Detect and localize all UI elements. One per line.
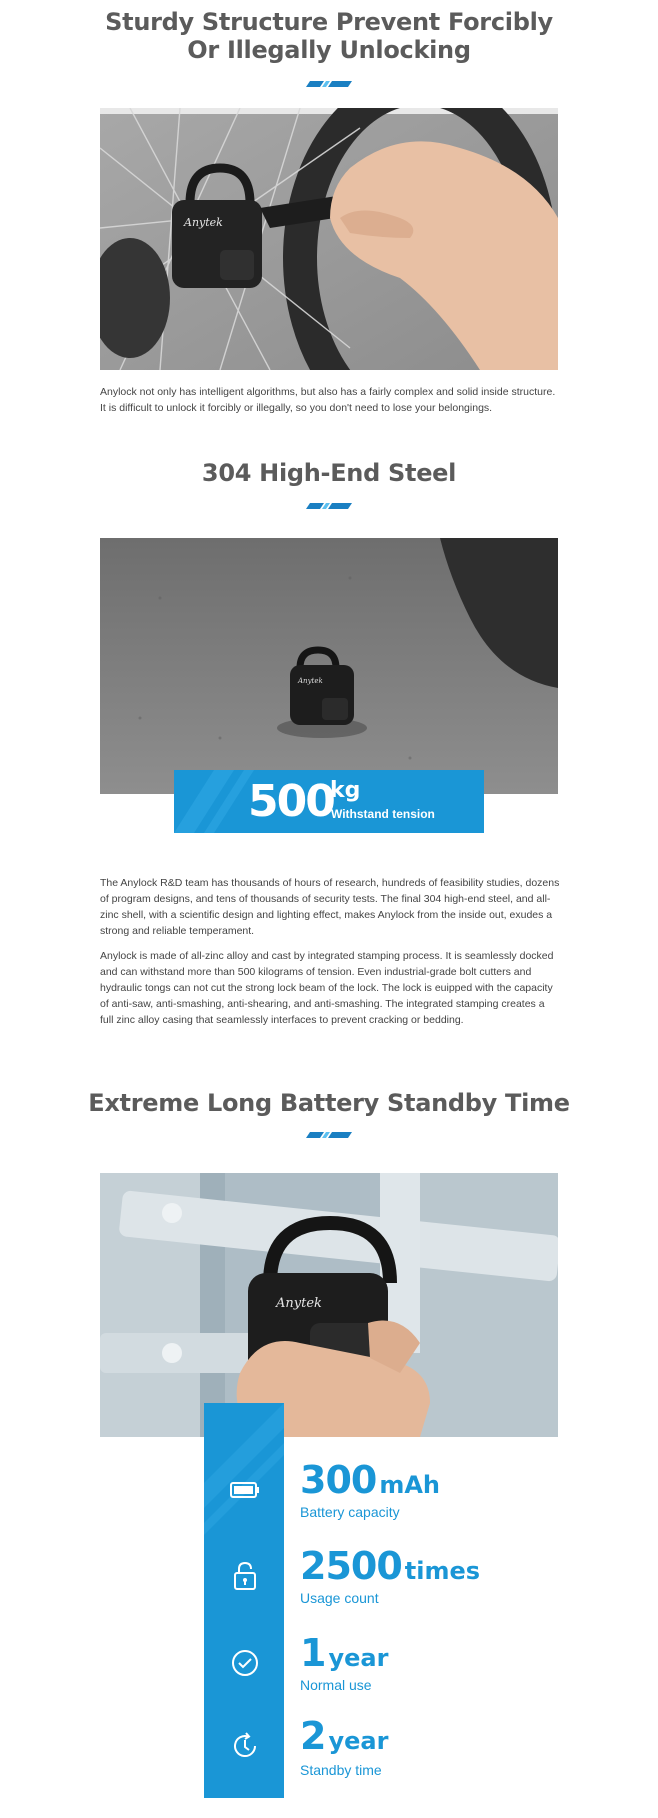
steel-paragraph-2: Anylock is made of all-zinc alloy and cast by integrated stamping process. It is seamlessly docked and can withstand more than 500 kilograms of tension. Even industrial-grade bolt cutters and hydraulic tongs can not cut the strong lock beam of the lock. The lock is euipped with the capacity of anti-saw, anti-smashing, anti-shearing, and anti-smashing. The integrated stamping creates a full zinc alloy casing that seamlessly interfaces to prevent cracking or bedding. — [100, 950, 554, 1026]
battery-icon — [228, 1473, 262, 1507]
gate-lock-photo — [100, 1173, 558, 1437]
stat-number: 300 — [300, 1458, 377, 1502]
svg-text:Anytek: Anytek — [298, 677, 323, 685]
stat-usage-label: Usage count — [300, 1590, 379, 1606]
unlock-icon — [228, 1559, 262, 1593]
section-title-steel: 304 High-End Steel — [201, 459, 457, 487]
structure-paragraph: Anylock not only has intelligent algorithms, but also has a fairly complex and solid inside structure. It is difficult to unlock it forcibly or illegally, so you don't need to lose your belongings. — [100, 386, 556, 414]
title-divider-icon — [306, 503, 352, 509]
clock-arrow-icon — [228, 1729, 262, 1763]
stat-standby-value — [300, 1714, 388, 1758]
svg-text:Anytek: Anytek — [184, 216, 223, 229]
stat-unit: year — [328, 1644, 389, 1672]
svg-text:Anytek: Anytek — [276, 1296, 322, 1311]
cutter-photo — [100, 108, 558, 370]
stat-standby-label: Standby time — [300, 1762, 382, 1778]
section-title-structure — [0, 8, 658, 64]
check-circle-icon — [228, 1646, 262, 1680]
stat-number: 2500 — [300, 1544, 402, 1588]
section-title-line1: Sturdy Structure Prevent Forcibly — [105, 8, 553, 36]
tension-number: 500 — [248, 776, 334, 827]
structure-description — [100, 384, 560, 425]
tension-caption: Withstand tension — [331, 807, 435, 821]
stat-number: 2 — [300, 1714, 326, 1758]
stat-battery-label: Battery capacity — [300, 1504, 400, 1520]
title-divider-icon — [306, 81, 352, 87]
asphalt-lock-photo — [100, 538, 558, 794]
stat-unit: mAh — [379, 1471, 440, 1499]
stat-number: 1 — [300, 1631, 326, 1675]
stat-normal-value — [300, 1631, 388, 1675]
stat-battery-value — [300, 1458, 440, 1502]
tension-banner — [174, 770, 484, 833]
section-title-line2: Or Illegally Unlocking — [187, 36, 471, 64]
title-divider-icon — [306, 1132, 352, 1138]
steel-description — [100, 875, 560, 1037]
stat-unit: year — [328, 1727, 389, 1755]
stat-usage-value — [300, 1544, 480, 1588]
steel-paragraph-1: The Anylock R&D team has thousands of hours of research, hundreds of feasibility studies, dozens of program designs, and tens of thousands of security tests. The final 304 high-end steel, and all-zinc shell, with a scientific design and lighting effect, makes Anylock from the inside out, exudes a strong and reliable temperament. — [100, 877, 560, 937]
tension-unit: kg — [330, 778, 361, 803]
stat-unit: times — [404, 1557, 481, 1585]
section-title-battery: Extreme Long Battery Standby Time — [88, 1089, 570, 1117]
stat-normal-label: Normal use — [300, 1677, 372, 1693]
